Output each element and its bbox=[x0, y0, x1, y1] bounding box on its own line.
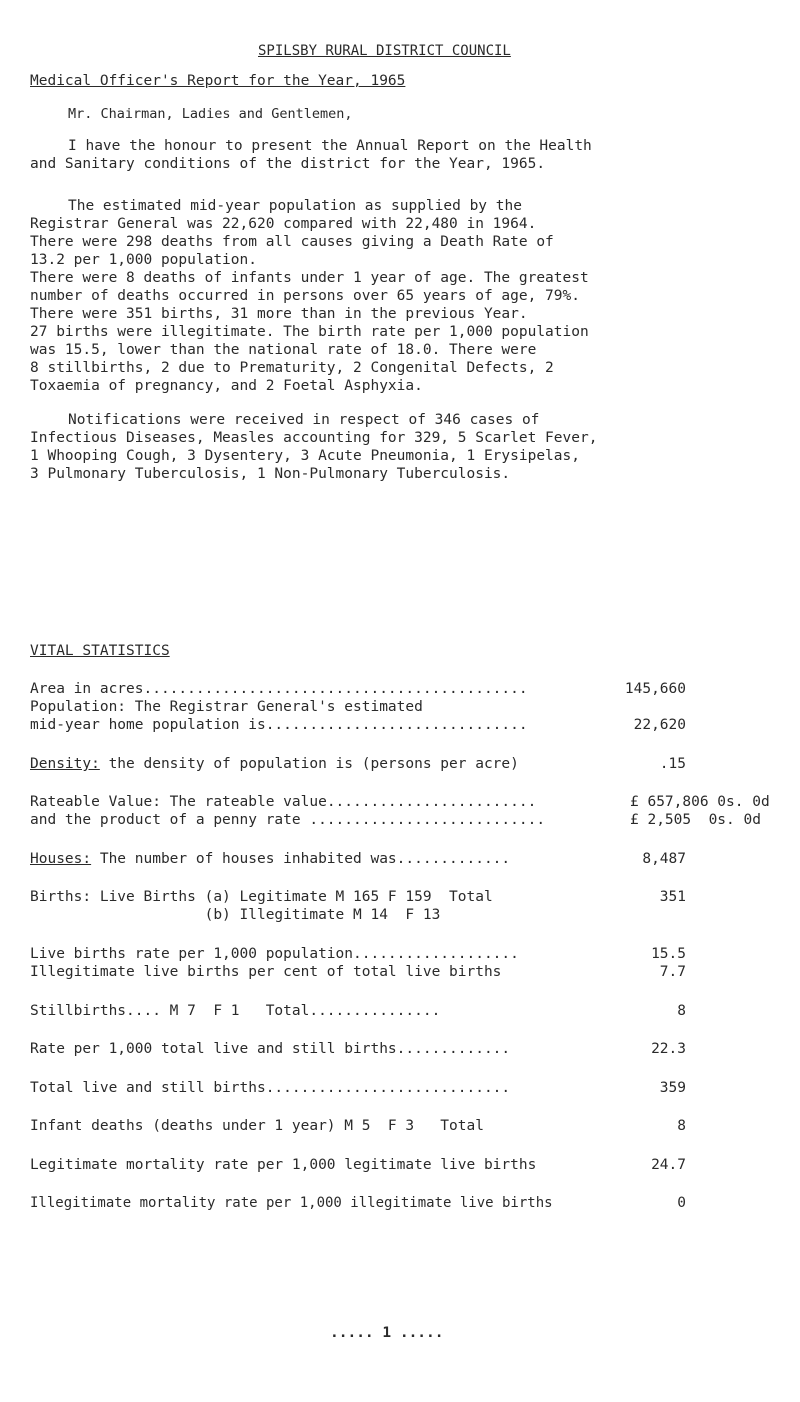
vital-statistics-heading: VITAL STATISTICS bbox=[30, 643, 170, 659]
rateable-value: £ 657,806 0s. 0d bbox=[630, 794, 770, 810]
illegitimate-percent-value: 7.7 bbox=[659, 964, 686, 980]
summary-line: 27 births were illegitimate. The birth rate per 1,000 population bbox=[30, 324, 589, 340]
rateable-row bbox=[30, 793, 536, 811]
notifications-line: 1 Whooping Cough, 3 Dysentery, 3 Acute Pneumonia, 1 Erysipelas, bbox=[30, 448, 580, 464]
rateable-label: Rateable Value: bbox=[30, 794, 161, 810]
report-title: Medical Officer's Report for the Year, 1965 bbox=[30, 73, 406, 89]
summary-line: number of deaths occurred in persons over 65 years of age, 79%. bbox=[30, 288, 580, 304]
births-value: 351 bbox=[659, 889, 686, 905]
council-heading: SPILSBY RURAL DISTRICT COUNCIL bbox=[258, 43, 511, 59]
stillbirths-value: 8 bbox=[677, 1003, 686, 1019]
summary-line: was 15.5, lower than the national rate of 18.0. There were bbox=[30, 342, 537, 358]
penny-rate-value: £ 2,505 0s. 0d bbox=[630, 812, 761, 828]
density-value: .15 bbox=[659, 756, 686, 772]
stillbirth-rate-label: Rate per 1,000 total live and still births............. bbox=[30, 1041, 511, 1057]
summary-line: There were 351 births, 31 more than in the previous Year. bbox=[30, 306, 528, 322]
stillbirth-rate-value: 22.3 bbox=[651, 1041, 686, 1057]
houses-label: Houses: bbox=[30, 851, 92, 867]
houses-text: The number of houses inhabited was............. bbox=[91, 851, 511, 867]
notifications-line: Infectious Diseases, Measles accounting for 329, 5 Scarlet Fever, bbox=[30, 430, 598, 446]
area-value: 145,660 bbox=[624, 681, 686, 697]
summary-line: 8 stillbirths, 2 due to Prematurity, 2 Congenital Defects, 2 bbox=[30, 360, 554, 376]
area-label: Area in acres............................................ bbox=[30, 681, 528, 697]
summary-line: The estimated mid-year population as supplied by the bbox=[68, 198, 522, 214]
summary-line: 13.2 per 1,000 population. bbox=[30, 252, 257, 268]
notifications-line: Notifications were received in respect of 346 cases of bbox=[68, 412, 540, 428]
salutation: Mr. Chairman, Ladies and Gentlemen, bbox=[68, 106, 353, 122]
infant-deaths-label: Infant deaths (deaths under 1 year) M 5 F 3 Total bbox=[30, 1118, 484, 1134]
total-births-label: Total live and still births............................ bbox=[30, 1080, 511, 1096]
summary-line: There were 8 deaths of infants under 1 year of age. The greatest bbox=[30, 270, 589, 286]
density-text: the density of population is (persons per acre) bbox=[99, 756, 519, 772]
penny-rate-label: and the product of a penny rate ........................... bbox=[30, 812, 546, 828]
rateable-text: The rateable value........................ bbox=[160, 794, 537, 810]
population-value: 22,620 bbox=[633, 717, 686, 733]
illegitimate-percent-label: Illegitimate live births per cent of total live births bbox=[30, 964, 502, 980]
legitimate-mortality-value: 24.7 bbox=[651, 1157, 686, 1173]
houses-row bbox=[30, 850, 510, 868]
population-label: Population: The Registrar General's estimated bbox=[30, 699, 423, 715]
population-label-cont: mid-year home population is.............................. bbox=[30, 717, 528, 733]
illegitimate-mortality-value: 0 bbox=[677, 1195, 686, 1211]
births-legitimate-line: Births: Live Births (a) Legitimate M 165 F 159 Total bbox=[30, 889, 493, 905]
summary-line: Registrar General was 22,620 compared with 22,480 in 1964. bbox=[30, 216, 537, 232]
summary-line: There were 298 deaths from all causes giving a Death Rate of bbox=[30, 234, 554, 250]
summary-line: Toxaemia of pregnancy, and 2 Foetal Asphyxia. bbox=[30, 378, 423, 394]
notifications-line: 3 Pulmonary Tuberculosis, 1 Non-Pulmonary Tuberculosis. bbox=[30, 466, 511, 482]
houses-value: 8,487 bbox=[642, 851, 686, 867]
density-label: Density: bbox=[30, 756, 100, 772]
stillbirths-label: Stillbirths.... M 7 F 1 Total............... bbox=[30, 1003, 441, 1019]
density-row bbox=[30, 755, 519, 773]
intro-line: and Sanitary conditions of the district for the Year, 1965. bbox=[30, 156, 546, 172]
page-number: ..... 1 ..... bbox=[330, 1325, 444, 1341]
intro-line: I have the honour to present the Annual Report on the Health bbox=[68, 138, 592, 154]
live-births-rate-label: Live births rate per 1,000 population................... bbox=[30, 946, 519, 962]
legitimate-mortality-label: Legitimate mortality rate per 1,000 legitimate live births bbox=[30, 1157, 537, 1173]
births-illegitimate-line: (b) Illegitimate M 14 F 13 bbox=[30, 907, 441, 923]
illegitimate-mortality-label: Illegitimate mortality rate per 1,000 illegitimate live births bbox=[30, 1195, 553, 1211]
live-births-rate-value: 15.5 bbox=[651, 946, 686, 962]
total-births-value: 359 bbox=[659, 1080, 686, 1096]
infant-deaths-value: 8 bbox=[677, 1118, 686, 1134]
